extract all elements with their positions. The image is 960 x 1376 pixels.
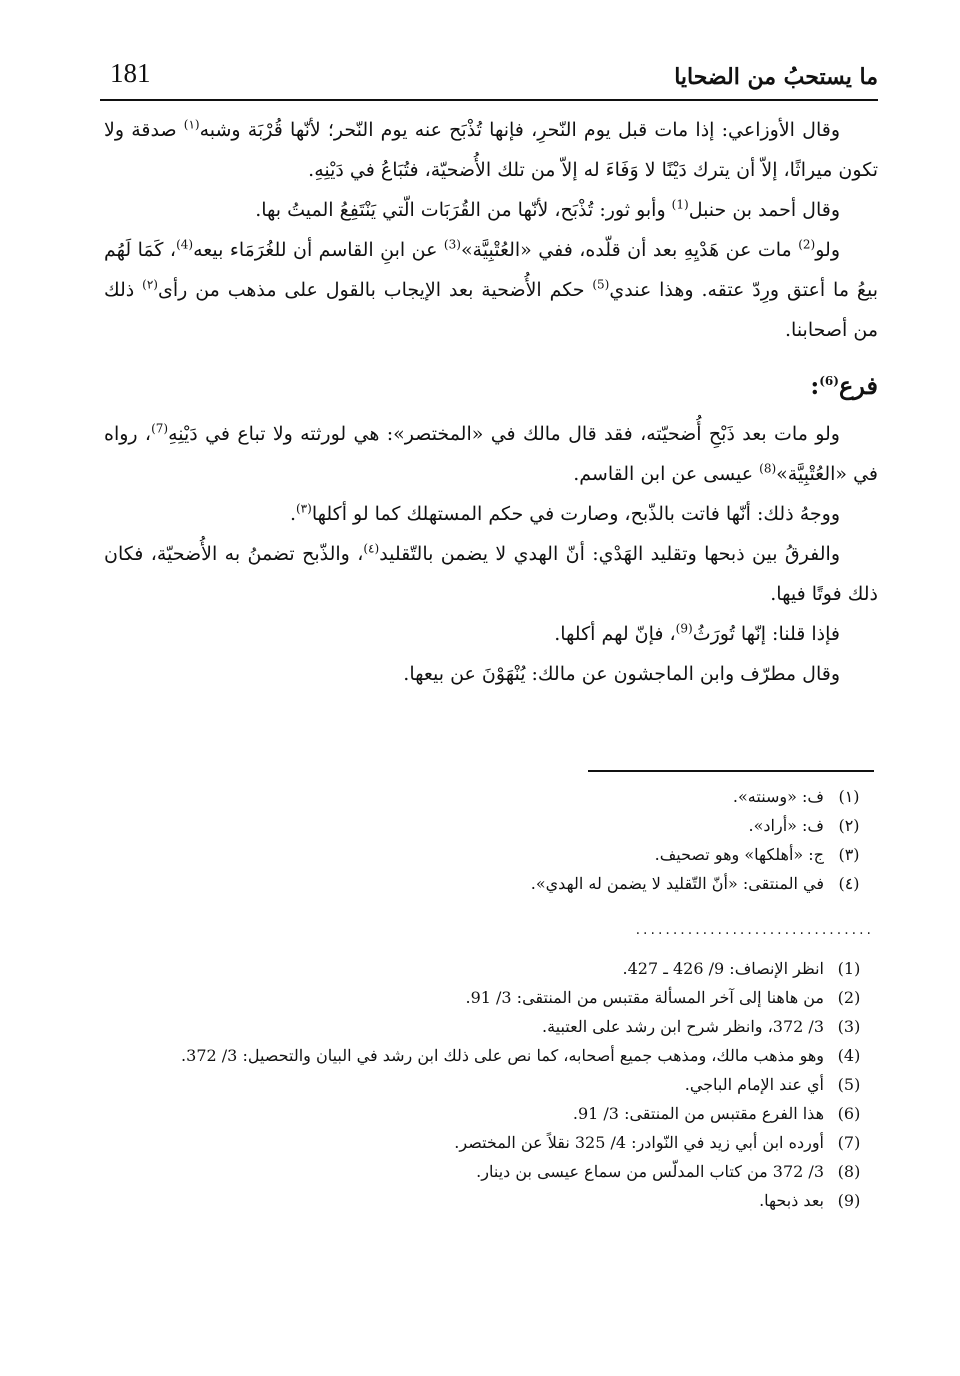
footnote <box>104 1099 874 1128</box>
paragraph: ووجهُ ذلك: أنّها فاتت بالذّبح، وصارت في حكم المستهلك كما لو أكلها$^{(٣)}$. <box>289 501 840 525</box>
footnote-ref: (3) <box>443 237 461 252</box>
footnote-number: (3) <box>837 1017 861 1036</box>
footnote-number: (2) <box>837 988 861 1007</box>
footnotes-editor <box>104 782 874 898</box>
footnote-ref: (9) <box>675 621 693 636</box>
paragraph: ولو$^{(2)}$ مات عن هَدْيِهِ بعد أن قلّده، ففي «العُتْبِيَّة»$^{(3)}$ عن ابنِ القاسم أن للغُرَمَاء بيعه$^{(4)}$، كَمَا لَهُم بيعُ ما أعتق ورِدّ عتقه. وهذا عندي$^{(5)}$ حكم الأُضحية بعد الإيجاب بالقول على مذهب من رأى$^{(٢)}$ ذلك من أصحابنا. <box>104 237 879 341</box>
footnote-number: (٢) <box>838 816 860 835</box>
main-text <box>104 110 878 694</box>
footnote-number: (٤) <box>838 874 860 893</box>
footnote-ref: (6) <box>819 374 839 388</box>
footnote <box>104 983 874 1012</box>
footnote-number: (9) <box>837 1191 861 1210</box>
footnote <box>104 1128 874 1157</box>
footnote-number: (8) <box>837 1162 861 1181</box>
footnote-ref: (2) <box>798 237 816 252</box>
footnote-ref: (٣) <box>295 501 312 516</box>
page-number: 181 <box>110 58 151 88</box>
running-title: ما يستحبُ من الضحايا <box>674 64 878 90</box>
footnote-ref: (7) <box>151 421 169 436</box>
footnote-number: (6) <box>837 1104 861 1123</box>
footnote-text: انظر الإنصاف: 9/ 426 ـ 427. <box>622 959 824 978</box>
footnote-ref: (8) <box>759 461 777 476</box>
footnote <box>104 840 874 869</box>
footnote-number: (7) <box>837 1133 861 1152</box>
footnote-text: في المنتقى: «أنّ التّقليد لا يضمن له الهدي». <box>530 874 824 893</box>
footnote-text: هذا الفرع مقتبس من المنتقى: 3/ 91. <box>572 1104 824 1123</box>
footnote <box>104 1157 874 1186</box>
paragraph: وقال أحمد بن حنبل$^{(1)}$ وأبو ثور: تُذْبَح، لأنّها من القُرَبَات الّتي يَنْتَفِعُ الميتُ بها. <box>255 197 840 221</box>
footnotes-author <box>104 954 874 1215</box>
footnote-text: 3/ 372 من كتاب المدلّس من سماع عيسى بن دينار. <box>476 1162 824 1181</box>
footnote-text: من هاهنا إلى آخر المسألة مقتبس من المنتقى: 3/ 91. <box>465 988 824 1007</box>
page-header <box>100 58 878 98</box>
footnote-ref: (1) <box>671 197 689 212</box>
footnote-number: (5) <box>837 1075 861 1094</box>
footnote-ref: (٤) <box>363 541 380 556</box>
paragraph: ولو مات بعد ذَبْحِ أُضحيّته، فقد قال مالك في «المختصر»: هي لورثته ولا تباع في دَيْنِهِ$^{(7)}$، رواه في «العُتْبِيَّة»$^{(8)}$ عيسى عن ابن القاسم. <box>104 421 878 485</box>
section-heading: فرع$^{(6)}$: <box>810 371 878 400</box>
footnote <box>104 1012 874 1041</box>
footnote-text: وهو مذهب مالك، ومذهب جميع أصحابه، كما نص على ذلك ابن رشد في البيان والتحصيل: 3/ 372. <box>181 1046 824 1065</box>
footnote-ref: (٢) <box>142 277 158 292</box>
footnote-number: (١) <box>838 787 860 806</box>
footnote-text: بعد ذبحها. <box>759 1191 824 1210</box>
footnote-ref: (4) <box>176 237 194 252</box>
footnote-text: ج: «أهلكها» وهو تصحيف. <box>654 845 824 864</box>
footnote <box>104 954 874 983</box>
footnote <box>104 1186 874 1215</box>
footnote <box>104 1070 874 1099</box>
footnote-ref: (5) <box>592 277 610 292</box>
paragraph: وقال الأوزاعي: إذا مات قبل يوم النّحرِ، فإنها تُذْبَح عنه يوم النّحر؛ لأنّها قُرْبَة وشبه$^{(١)}$ صدقة ولا تكون ميراثًا، إلاّ أن يترك دَيْنًا لا وَفَاءَ له إلاّ من تلك الأُضحيّة، فتُبَاعُ في دَيْنِهِ. <box>104 117 878 181</box>
footnote <box>104 782 874 811</box>
paragraph: وقال مطرّف وابن الماجشون عن مالك: يُنْهَوْنَ عن بيعها. <box>403 663 840 685</box>
header-rule <box>100 99 878 101</box>
footnote-text: ف: «أراد». <box>748 816 824 835</box>
footnote-text: أورده ابن أبي زيد في النّوادر: 4/ 325 نقلاً عن المختصر. <box>454 1133 824 1152</box>
footnote <box>104 869 874 898</box>
footnote-number: (1) <box>837 959 861 978</box>
footnote-number: (4) <box>837 1046 861 1065</box>
paragraph: فإذا قلنا: إنّها تُورَثُ$^{(9)}$، فإنّ لهم أكلها. <box>554 621 840 645</box>
footnote-ref: (١) <box>183 117 200 132</box>
footnotes-rule <box>588 770 874 772</box>
footnote <box>104 811 874 840</box>
paragraph: والفرقُ بين ذبحها وتقليد الهَدْي: أنّ الهدي لا يضمن بالتّقليد$^{(٤)}$، والذّبح تضمنُ به الأُضحيّة، فكان ذلك فوتًا فيها. <box>104 541 878 605</box>
footnote-number: (٣) <box>838 845 860 864</box>
footnote-separator: ................................ <box>635 922 874 938</box>
footnote-text: ف: «وسنته». <box>732 787 824 806</box>
footnote <box>104 1041 874 1070</box>
footnote-text: أي عند الإمام الباجي. <box>684 1075 824 1094</box>
footnote-text: 3/ 372، وانظر شرح ابن رشد على العتبية. <box>541 1017 824 1036</box>
